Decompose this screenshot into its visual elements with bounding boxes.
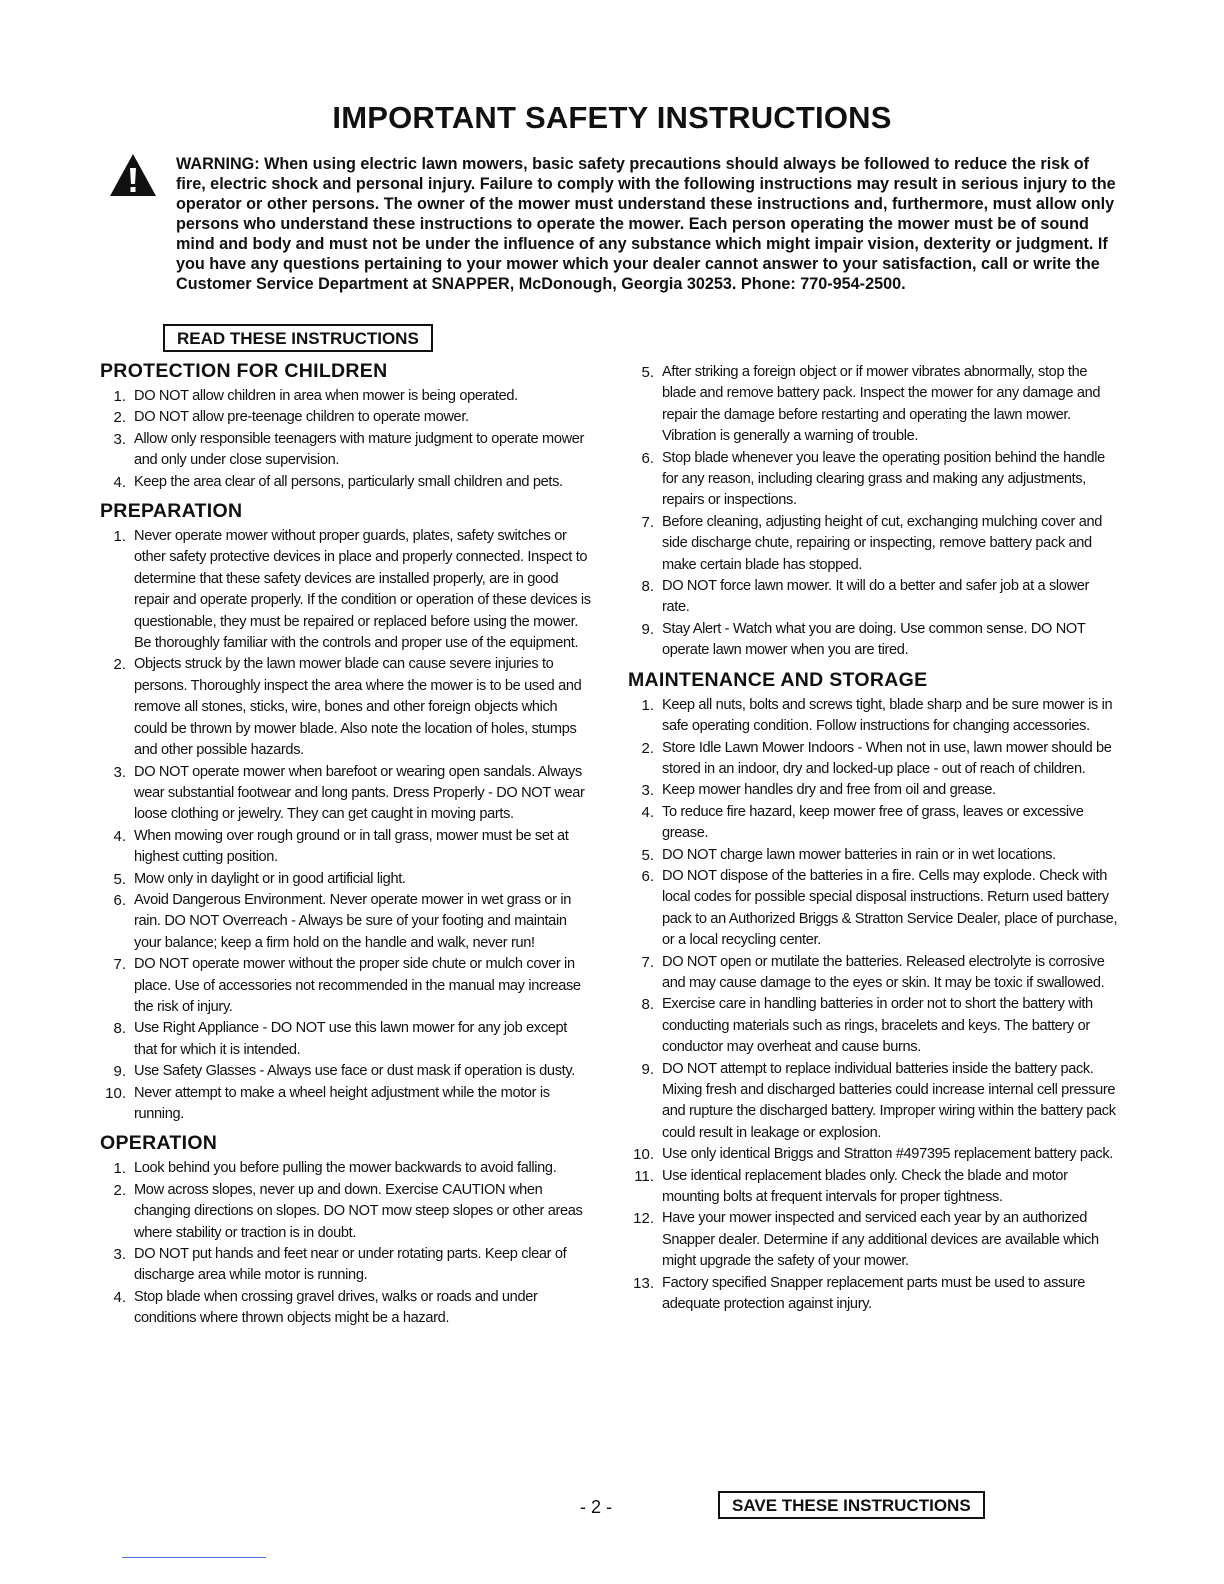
item-number: 1. <box>113 1160 126 1178</box>
item-text: Look behind you before pulling the mower backwards to avoid falling. <box>134 1160 557 1177</box>
operation-continued-list <box>628 362 1118 662</box>
item-text: Stop blade when crossing gravel drives, walks or roads and under conditions where thrown objects might be a hazard. <box>134 1288 538 1327</box>
item-text: DO NOT attempt to replace individual batteries inside the battery pack. Mixing fresh and discharged batteries could increase internal cell pressure and rupture the discharged battery. Improper wiring within the battery pack could result in leakage or explosion. <box>662 1060 1116 1141</box>
item-number: 13. <box>633 1274 654 1292</box>
item-text: Use Safety Glasses - Always use face or dust mask if operation is dusty. <box>134 1063 575 1080</box>
list-item <box>100 1018 592 1061</box>
item-number: 2. <box>641 739 654 757</box>
item-number: 1. <box>113 388 126 405</box>
item-number: 4. <box>113 1288 126 1306</box>
item-number: 4. <box>113 827 126 845</box>
item-text: Allow only responsible teenagers with mature judgment to operate mower and only under close supervision. <box>134 430 585 469</box>
list-item <box>100 762 592 826</box>
item-number: 7. <box>113 956 126 974</box>
right-column <box>628 362 1118 1322</box>
item-text: Exercise care in handling batteries in order not to short the battery with conducting materials such as rings, bracelets and keys. The battery or conductor may overheat and cause burns. <box>662 996 1093 1056</box>
item-number: 3. <box>113 1246 126 1264</box>
item-text: Store Idle Lawn Mower Indoors - When not in use, lawn mower should be stored in an indoor, dry and locked-up place - out of reach of children. <box>662 739 1112 777</box>
list-item <box>628 802 1118 845</box>
item-number: 1. <box>641 696 654 714</box>
list-item <box>100 1287 592 1330</box>
list-item <box>628 1166 1118 1209</box>
maintenance-list <box>628 695 1118 1316</box>
section-heading-preparation: PREPARATION <box>100 500 243 523</box>
list-item <box>628 1144 1118 1165</box>
list-item <box>100 472 592 493</box>
item-text: Stay Alert - Watch what you are doing. Use common sense. DO NOT operate lawn mower when you are tired. <box>662 620 1086 659</box>
item-number: 4. <box>113 473 126 491</box>
item-number: 8. <box>641 578 654 596</box>
list-item <box>628 695 1118 738</box>
list-item <box>100 386 592 407</box>
list-item <box>100 1244 592 1287</box>
list-item <box>628 780 1118 801</box>
warning-paragraph: WARNING: When using electric lawn mowers, basic safety precautions should always be followed to reduce the risk of fire, electric shock and personal injury. Failure to comply with the following instructions may result in serious injury to the operator or other persons. The owner of the mower must understand these instructions and, furthermore, must allow only persons who understand these instructions to operate the mower. Each person operating the mower must be of sound mind and body and must not be under the influence of any substance which might impair vision, dexterity or judgment. If you have any questions pertaining to your mower which your dealer cannot answer to your satisfaction, call or write the Customer Service Department at SNAPPER, McDonough, Georgia 30253. Phone: 770-954-2500. <box>176 155 1116 293</box>
item-number: 1. <box>113 528 126 546</box>
list-item <box>628 448 1118 512</box>
list-item <box>628 1273 1118 1316</box>
read-instructions-box: READ THESE INSTRUCTIONS <box>163 324 433 352</box>
item-text: Keep mower handles dry and free from oil and grease. <box>662 782 996 799</box>
item-number: 9. <box>641 1060 654 1078</box>
list-item <box>100 1180 592 1244</box>
item-text: Use Right Appliance - DO NOT use this lawn mower for any job except that for which it is intended. <box>134 1020 567 1058</box>
list-item <box>100 407 592 428</box>
list-item <box>628 576 1118 619</box>
item-number: 2. <box>113 409 126 427</box>
item-number: 9. <box>113 1063 126 1081</box>
item-text: To reduce fire hazard, keep mower free of grass, leaves or excessive grease. <box>662 803 1084 842</box>
item-text: DO NOT force lawn mower. It will do a better and safer job at a slower rate. <box>662 578 1090 616</box>
item-text: DO NOT open or mutilate the batteries. Released electrolyte is corrosive and may cause damage to the eyes or skin. It may be toxic if swallowed. <box>662 953 1105 991</box>
list-item <box>628 994 1118 1058</box>
item-text: Mow only in daylight or in good artificial light. <box>134 870 406 887</box>
list-item <box>628 362 1118 448</box>
item-number: 8. <box>113 1020 126 1038</box>
item-text: Keep all nuts, bolts and screws tight, blade sharp and be sure mower is in safe operating condition. Follow instructions for changing accessories. <box>662 696 1113 735</box>
item-text: Mow across slopes, never up and down. Exercise CAUTION when changing directions on slopes. DO NOT mow steep slopes or other areas where stability or traction is in doubt. <box>134 1181 583 1241</box>
item-number: 6. <box>113 891 126 909</box>
save-instructions-box: SAVE THESE INSTRUCTIONS <box>718 1491 985 1519</box>
item-number: 2. <box>113 656 126 674</box>
item-text: Use only identical Briggs and Stratton #497395 replacement battery pack. <box>662 1146 1114 1163</box>
page-title: IMPORTANT SAFETY INSTRUCTIONS <box>332 100 892 135</box>
item-number: 5. <box>113 870 126 888</box>
item-text: Before cleaning, adjusting height of cut, exchanging mulching cover and side discharge chute, repairing or inspecting, remove battery pack and make certain blade has stopped. <box>662 513 1103 573</box>
section-heading-operation: OPERATION <box>100 1132 218 1155</box>
list-item <box>628 738 1118 781</box>
section-heading-children: PROTECTION FOR CHILDREN <box>100 360 388 382</box>
list-item <box>100 429 592 472</box>
footer-rule <box>122 1557 266 1558</box>
list-item <box>628 866 1118 952</box>
list-item <box>100 654 592 761</box>
item-number: 9. <box>641 620 654 638</box>
item-text: Avoid Dangerous Environment. Never operate mower in wet grass or in rain. DO NOT Overreach - Always be sure of your footing and maintain your balance; keep a firm hold on the handle and walk, never run! <box>134 891 572 951</box>
list-item <box>100 1158 592 1179</box>
item-number: 12. <box>633 1210 654 1228</box>
item-number: 11. <box>634 1167 654 1185</box>
list-item <box>628 1208 1118 1272</box>
operation-list <box>100 1158 592 1329</box>
list-item <box>628 1059 1118 1145</box>
item-text: After striking a foreign object or if mower vibrates abnormally, stop the blade and remove battery pack. Inspect the mower for any damage and repair the damage before restarting and operating the lawn mower. Vibration is generally a warning of trouble. <box>662 364 1101 445</box>
item-number: 6. <box>641 867 654 885</box>
item-number: 10. <box>633 1146 654 1164</box>
item-number: 8. <box>641 996 654 1014</box>
item-text: DO NOT allow pre-teenage children to operate mower. <box>134 409 469 426</box>
item-number: 2. <box>113 1181 126 1199</box>
list-item <box>628 952 1118 995</box>
section-heading-maintenance: MAINTENANCE AND STORAGE <box>628 668 928 691</box>
list-item <box>100 1083 592 1126</box>
item-number: 3. <box>641 782 654 800</box>
item-text: DO NOT operate mower when barefoot or wearing open sandals. Always wear substantial footwear and long pants. Dress Properly - DO NOT wear loose clothing or jewelry. They can get caught in moving parts. <box>134 763 585 823</box>
item-text: DO NOT charge lawn mower batteries in rain or in wet locations. <box>662 846 1056 863</box>
list-item <box>100 954 592 1018</box>
list-item <box>100 526 592 654</box>
item-number: 4. <box>641 803 654 821</box>
list-item <box>100 1061 592 1082</box>
item-number: 6. <box>641 449 654 467</box>
item-text: DO NOT put hands and feet near or under rotating parts. Keep clear of discharge area while motor is running. <box>134 1246 567 1284</box>
page-number: - 2 - <box>580 1497 613 1517</box>
item-text: Keep the area clear of all persons, particularly small children and pets. <box>134 473 563 490</box>
item-number: 5. <box>641 846 654 864</box>
item-text: Factory specified Snapper replacement parts must be used to assure adequate protection against injury. <box>662 1274 1086 1313</box>
preparation-list <box>100 526 592 1125</box>
item-text: Never attempt to make a wheel height adjustment while the motor is running. <box>134 1084 550 1122</box>
item-text: Use identical replacement blades only. Check the blade and motor mounting bolts at frequent intervals for proper tightness. <box>662 1167 1068 1206</box>
item-text: DO NOT operate mower without the proper side chute or mulch cover in place. Use of accessories not recommended in the manual may increase the risk of injury. <box>134 956 581 1015</box>
children-list <box>100 386 592 493</box>
list-item <box>628 512 1118 576</box>
item-number: 3. <box>113 430 126 448</box>
item-number: 10. <box>105 1084 126 1102</box>
item-text: Never operate mower without proper guards, plates, safety switches or other safety protective devices in place and properly connected. Inspect to determine that these safety devices are installed properly, are in good repair and operate properly. If the condition or operation of these devices is questionable, they must be repaired or replaced before using the mower. Be thoroughly familiar with the controls and proper use of the equipment. <box>134 528 591 652</box>
list-item <box>100 869 592 890</box>
list-item <box>628 619 1118 662</box>
item-text: Objects struck by the lawn mower blade can cause severe injuries to persons. Thoroughly inspect the area where the mower is to be used and remove all stones, sticks, wire, bones and other foreign objects which could be thrown by mower blade. Also note the location of holes, stumps and other possible hazards. <box>134 656 582 759</box>
left-column <box>100 360 592 1337</box>
list-item <box>100 890 592 954</box>
list-item <box>628 845 1118 866</box>
warning-triangle-icon <box>108 152 158 198</box>
item-number: 7. <box>641 513 654 531</box>
item-number: 7. <box>641 953 654 971</box>
item-text: DO NOT dispose of the batteries in a fire. Cells may explode. Check with local codes for possible special disposal instructions. Return used battery pack to an Authorized Briggs & Stratton Service Dealer, place of purchase, or a local recycling center. <box>662 867 1118 949</box>
item-number: 5. <box>641 364 654 381</box>
item-text: When mowing over rough ground or in tall grass, mower must be set at highest cutting position. <box>134 827 569 866</box>
item-text: Stop blade whenever you leave the operating position behind the handle for any reason, including clearing grass and making any adjustments, repairs or inspections. <box>662 449 1105 509</box>
item-number: 3. <box>113 763 126 781</box>
list-item <box>100 826 592 869</box>
item-text: Have your mower inspected and serviced each year by an authorized Snapper dealer. Determine if any additional devices are available which might upgrade the safety of your mower. <box>662 1210 1099 1270</box>
item-text: DO NOT allow children in area when mower is being operated. <box>134 388 518 404</box>
